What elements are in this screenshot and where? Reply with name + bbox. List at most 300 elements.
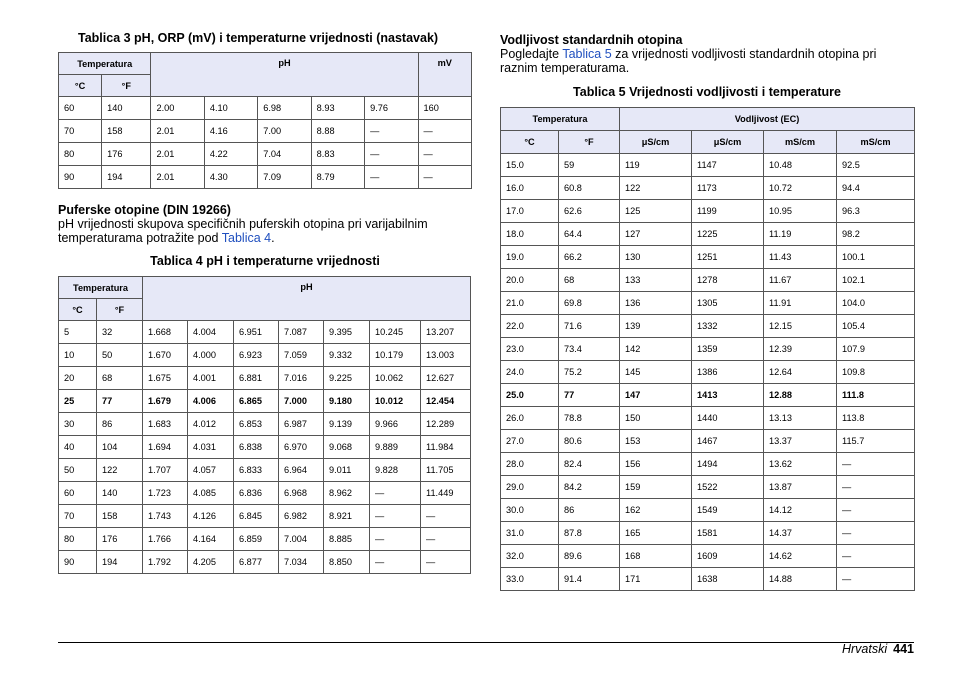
table-cell: 80.6 bbox=[559, 430, 620, 453]
table-cell: 1.694 bbox=[143, 436, 188, 459]
table-row bbox=[59, 459, 471, 482]
link-tablica-5[interactable]: Tablica 5 bbox=[562, 47, 612, 61]
table-cell: 140 bbox=[97, 482, 143, 505]
table-row bbox=[59, 436, 471, 459]
table-cell: — bbox=[370, 482, 421, 505]
table-cell: 5 bbox=[59, 321, 97, 344]
table-cell: 7.004 bbox=[279, 528, 324, 551]
table-cell: 9.966 bbox=[370, 413, 421, 436]
table-cell: 4.057 bbox=[188, 459, 234, 482]
conductivity-text-start: Pogledajte bbox=[500, 47, 563, 61]
table-cell: 11.91 bbox=[764, 292, 837, 315]
table-cell: 122 bbox=[620, 177, 692, 200]
table-cell: 69.8 bbox=[559, 292, 620, 315]
table-cell: 10.179 bbox=[370, 344, 421, 367]
table-cell: 104.0 bbox=[837, 292, 915, 315]
table3-header-ph: pH bbox=[151, 53, 418, 97]
table-cell: 78.8 bbox=[559, 407, 620, 430]
table-cell: — bbox=[418, 166, 471, 189]
table-cell: 111.8 bbox=[837, 384, 915, 407]
table-cell: 115.7 bbox=[837, 430, 915, 453]
table-cell: 9.068 bbox=[324, 436, 370, 459]
table-cell: 20.0 bbox=[501, 269, 559, 292]
buffer-text-end: . bbox=[271, 231, 275, 245]
table-cell: 14.88 bbox=[764, 568, 837, 591]
table5-header-f: °F bbox=[559, 131, 620, 154]
table-cell: 1147 bbox=[692, 154, 764, 177]
table-cell: 6.833 bbox=[234, 459, 279, 482]
table-cell: 60.8 bbox=[559, 177, 620, 200]
table-row bbox=[501, 361, 915, 384]
table-cell: 102.1 bbox=[837, 269, 915, 292]
table-cell: 13.62 bbox=[764, 453, 837, 476]
table-cell: 2.01 bbox=[151, 166, 204, 189]
page-footer bbox=[842, 642, 914, 656]
table-cell: 4.30 bbox=[204, 166, 257, 189]
table-cell: 8.88 bbox=[311, 120, 364, 143]
table3 bbox=[58, 52, 472, 189]
table5-header-ms2: mS/cm bbox=[837, 131, 915, 154]
table-cell: 9.395 bbox=[324, 321, 370, 344]
table-cell: 1467 bbox=[692, 430, 764, 453]
table-cell: 10.062 bbox=[370, 367, 421, 390]
table-cell: 6.964 bbox=[279, 459, 324, 482]
table4-header-c: °C bbox=[59, 299, 97, 321]
table-cell: — bbox=[370, 551, 421, 574]
table-cell: 133 bbox=[620, 269, 692, 292]
table-row bbox=[59, 166, 472, 189]
table-cell: 12.88 bbox=[764, 384, 837, 407]
table-cell: 82.4 bbox=[559, 453, 620, 476]
table-cell: 7.04 bbox=[258, 143, 311, 166]
table-cell: 109.8 bbox=[837, 361, 915, 384]
table-cell: 84.2 bbox=[559, 476, 620, 499]
table-cell: 25.0 bbox=[501, 384, 559, 407]
table-row bbox=[59, 143, 472, 166]
table-cell: 8.921 bbox=[324, 505, 370, 528]
table-cell: 6.982 bbox=[279, 505, 324, 528]
table-cell: 11.705 bbox=[421, 459, 471, 482]
table-cell: 1.683 bbox=[143, 413, 188, 436]
table-cell: 17.0 bbox=[501, 200, 559, 223]
table-cell: — bbox=[418, 120, 471, 143]
table-row bbox=[59, 390, 471, 413]
table-cell: 32 bbox=[97, 321, 143, 344]
table-cell: 92.5 bbox=[837, 154, 915, 177]
table-cell: 12.39 bbox=[764, 338, 837, 361]
table-cell: 15.0 bbox=[501, 154, 559, 177]
table-cell: — bbox=[837, 545, 915, 568]
table-cell: 10.012 bbox=[370, 390, 421, 413]
table-cell: 127 bbox=[620, 223, 692, 246]
table-cell: 12.627 bbox=[421, 367, 471, 390]
table-cell: 1251 bbox=[692, 246, 764, 269]
table-cell: 14.62 bbox=[764, 545, 837, 568]
table-cell: 7.000 bbox=[279, 390, 324, 413]
table-row bbox=[501, 315, 915, 338]
table5-caption: Tablica 5 Vrijednosti vodljivosti i temperature bbox=[573, 85, 841, 99]
table-cell: 4.085 bbox=[188, 482, 234, 505]
table-cell: 6.853 bbox=[234, 413, 279, 436]
table-cell: 6.836 bbox=[234, 482, 279, 505]
table-cell: 6.838 bbox=[234, 436, 279, 459]
table-cell: 194 bbox=[97, 551, 143, 574]
table-cell: 7.059 bbox=[279, 344, 324, 367]
table-cell: 21.0 bbox=[501, 292, 559, 315]
table-cell: 1173 bbox=[692, 177, 764, 200]
table-cell: 6.923 bbox=[234, 344, 279, 367]
table-cell: 10 bbox=[59, 344, 97, 367]
table-cell: 14.37 bbox=[764, 522, 837, 545]
table-cell: 136 bbox=[620, 292, 692, 315]
table-cell: 1.766 bbox=[143, 528, 188, 551]
table-cell: 91.4 bbox=[559, 568, 620, 591]
table4-header-f: °F bbox=[97, 299, 143, 321]
table-cell: 7.016 bbox=[279, 367, 324, 390]
table-cell: 1359 bbox=[692, 338, 764, 361]
table-cell: 1199 bbox=[692, 200, 764, 223]
table-cell: 10.72 bbox=[764, 177, 837, 200]
table-cell: 1.792 bbox=[143, 551, 188, 574]
table5-header-us1: μS/cm bbox=[620, 131, 692, 154]
table-cell: 6.98 bbox=[258, 97, 311, 120]
table-cell: 142 bbox=[620, 338, 692, 361]
table-row bbox=[501, 246, 915, 269]
table-cell: 7.00 bbox=[258, 120, 311, 143]
table-cell: 87.8 bbox=[559, 522, 620, 545]
table-cell: 33.0 bbox=[501, 568, 559, 591]
table-row bbox=[501, 453, 915, 476]
conductivity-text bbox=[500, 47, 914, 75]
table-cell: 16.0 bbox=[501, 177, 559, 200]
table-cell: 6.865 bbox=[234, 390, 279, 413]
table-cell: 9.332 bbox=[324, 344, 370, 367]
table-cell: 20 bbox=[59, 367, 97, 390]
table-cell: 8.885 bbox=[324, 528, 370, 551]
table-cell: — bbox=[837, 522, 915, 545]
table-row bbox=[501, 223, 915, 246]
table-cell: 1.675 bbox=[143, 367, 188, 390]
table-cell: 104 bbox=[97, 436, 143, 459]
table-cell: — bbox=[418, 143, 471, 166]
table4-caption: Tablica 4 pH i temperaturne vrijednosti bbox=[150, 254, 380, 268]
table-row bbox=[501, 499, 915, 522]
table-cell: 156 bbox=[620, 453, 692, 476]
buffer-text bbox=[58, 217, 472, 245]
table-row bbox=[59, 97, 472, 120]
table3-header-mv: mV bbox=[418, 53, 471, 97]
table-row bbox=[501, 200, 915, 223]
table-cell: 11.984 bbox=[421, 436, 471, 459]
table-cell: 153 bbox=[620, 430, 692, 453]
table-cell: 31.0 bbox=[501, 522, 559, 545]
table-cell: 29.0 bbox=[501, 476, 559, 499]
table-row bbox=[59, 528, 471, 551]
table4-header-ph: pH bbox=[143, 277, 471, 321]
table-cell: 125 bbox=[620, 200, 692, 223]
table-cell: 7.034 bbox=[279, 551, 324, 574]
table-cell: 50 bbox=[59, 459, 97, 482]
table-cell: 7.087 bbox=[279, 321, 324, 344]
table-cell: 9.828 bbox=[370, 459, 421, 482]
table-cell: 77 bbox=[559, 384, 620, 407]
table-cell: 73.4 bbox=[559, 338, 620, 361]
table-cell: 6.951 bbox=[234, 321, 279, 344]
table-cell: 12.289 bbox=[421, 413, 471, 436]
table-cell: 4.16 bbox=[204, 120, 257, 143]
table-cell: 1413 bbox=[692, 384, 764, 407]
table-cell: 1.679 bbox=[143, 390, 188, 413]
table-cell: 14.12 bbox=[764, 499, 837, 522]
table-cell: 13.003 bbox=[421, 344, 471, 367]
table-cell: — bbox=[421, 551, 471, 574]
table-cell: 4.006 bbox=[188, 390, 234, 413]
table-cell: 9.139 bbox=[324, 413, 370, 436]
table-cell: — bbox=[365, 166, 418, 189]
conductivity-text-line1: za vrijednosti vodljivosti standardnih otopina pri bbox=[611, 47, 877, 61]
table-row bbox=[501, 545, 915, 568]
conductivity-text-line2: raznim temperaturama. bbox=[500, 61, 630, 75]
table-cell: — bbox=[365, 120, 418, 143]
table-cell: 6.968 bbox=[279, 482, 324, 505]
table-row bbox=[501, 430, 915, 453]
table-cell: 4.10 bbox=[204, 97, 257, 120]
footer-language: Hrvatski bbox=[841, 642, 888, 656]
table-cell: 158 bbox=[102, 120, 151, 143]
table-cell: 158 bbox=[97, 505, 143, 528]
table-cell: 96.3 bbox=[837, 200, 915, 223]
table-cell: 6.845 bbox=[234, 505, 279, 528]
footer-divider bbox=[58, 642, 914, 643]
table-cell: — bbox=[837, 453, 915, 476]
table-cell: 8.93 bbox=[311, 97, 364, 120]
table-cell: 147 bbox=[620, 384, 692, 407]
table-cell: 176 bbox=[102, 143, 151, 166]
table-cell: 9.180 bbox=[324, 390, 370, 413]
table-cell: 86 bbox=[559, 499, 620, 522]
table-cell: 77 bbox=[97, 390, 143, 413]
table-cell: 98.2 bbox=[837, 223, 915, 246]
table-cell: 11.19 bbox=[764, 223, 837, 246]
table-cell: 90 bbox=[59, 166, 102, 189]
table-cell: 11.67 bbox=[764, 269, 837, 292]
table-cell: 119 bbox=[620, 154, 692, 177]
table-cell: 24.0 bbox=[501, 361, 559, 384]
table-cell: 13.13 bbox=[764, 407, 837, 430]
table-cell: 70 bbox=[59, 505, 97, 528]
table-cell: 6.877 bbox=[234, 551, 279, 574]
table-cell: 66.2 bbox=[559, 246, 620, 269]
table-cell: 105.4 bbox=[837, 315, 915, 338]
table3-header-f: °F bbox=[102, 75, 151, 97]
table-cell: — bbox=[421, 505, 471, 528]
page-number: 441 bbox=[893, 642, 914, 656]
table-cell: 68 bbox=[559, 269, 620, 292]
table-cell: 4.031 bbox=[188, 436, 234, 459]
table-cell: 160 bbox=[418, 97, 471, 120]
table3-header-c: °C bbox=[59, 75, 102, 97]
table-cell: 194 bbox=[102, 166, 151, 189]
table-cell: 64.4 bbox=[559, 223, 620, 246]
table-cell: 94.4 bbox=[837, 177, 915, 200]
table-cell: 12.64 bbox=[764, 361, 837, 384]
table-cell: 9.225 bbox=[324, 367, 370, 390]
table-cell: 30 bbox=[59, 413, 97, 436]
table-cell: 13.87 bbox=[764, 476, 837, 499]
table-cell: 1225 bbox=[692, 223, 764, 246]
table-cell: 60 bbox=[59, 482, 97, 505]
table-cell: 70 bbox=[59, 120, 102, 143]
table-cell: 12.454 bbox=[421, 390, 471, 413]
table-cell: 86 bbox=[97, 413, 143, 436]
table-cell: 11.449 bbox=[421, 482, 471, 505]
table-row bbox=[501, 568, 915, 591]
table-cell: 32.0 bbox=[501, 545, 559, 568]
table-cell: 22.0 bbox=[501, 315, 559, 338]
table-row bbox=[501, 338, 915, 361]
table-cell: 10.95 bbox=[764, 200, 837, 223]
table4 bbox=[58, 276, 471, 574]
table-row bbox=[501, 384, 915, 407]
table-cell: 4.164 bbox=[188, 528, 234, 551]
table-cell: 1332 bbox=[692, 315, 764, 338]
table-row bbox=[59, 505, 471, 528]
table-cell: 26.0 bbox=[501, 407, 559, 430]
table-cell: — bbox=[370, 528, 421, 551]
table-cell: 89.6 bbox=[559, 545, 620, 568]
conductivity-heading: Vodljivost standardnih otopina bbox=[500, 33, 683, 47]
table-cell: 130 bbox=[620, 246, 692, 269]
table4-body bbox=[59, 321, 471, 574]
table-row bbox=[59, 344, 471, 367]
table-cell: 4.205 bbox=[188, 551, 234, 574]
table-cell: 19.0 bbox=[501, 246, 559, 269]
left-column bbox=[58, 30, 472, 574]
table-cell: 7.09 bbox=[258, 166, 311, 189]
table5 bbox=[500, 107, 915, 591]
table-cell: 113.8 bbox=[837, 407, 915, 430]
table-cell: 9.76 bbox=[365, 97, 418, 120]
table-cell: 1278 bbox=[692, 269, 764, 292]
table-cell: 165 bbox=[620, 522, 692, 545]
table-cell: 25 bbox=[59, 390, 97, 413]
table-cell: 1305 bbox=[692, 292, 764, 315]
table-cell: — bbox=[421, 528, 471, 551]
table-row bbox=[59, 413, 471, 436]
table-row bbox=[501, 292, 915, 315]
table-cell: 80 bbox=[59, 528, 97, 551]
table-cell: 9.011 bbox=[324, 459, 370, 482]
table-cell: — bbox=[370, 505, 421, 528]
table-cell: 4.000 bbox=[188, 344, 234, 367]
table-row bbox=[501, 522, 915, 545]
table3-caption: Tablica 3 pH, ORP (mV) i temperaturne vrijednosti (nastavak) bbox=[78, 31, 439, 45]
table5-header-c: °C bbox=[501, 131, 559, 154]
table-cell: 4.126 bbox=[188, 505, 234, 528]
table-cell: 23.0 bbox=[501, 338, 559, 361]
table-cell: 2.01 bbox=[151, 143, 204, 166]
table-cell: 75.2 bbox=[559, 361, 620, 384]
table5-header-ms1: mS/cm bbox=[764, 131, 837, 154]
table-cell: 71.6 bbox=[559, 315, 620, 338]
table-cell: 6.987 bbox=[279, 413, 324, 436]
buffer-text-line1: pH vrijednosti skupova specifičnih puferskih otopina pri varijabilnim bbox=[58, 217, 428, 231]
table-cell: 18.0 bbox=[501, 223, 559, 246]
table-row bbox=[59, 367, 471, 390]
table-row bbox=[501, 177, 915, 200]
table-row bbox=[501, 269, 915, 292]
table-cell: 168 bbox=[620, 545, 692, 568]
table-cell: 1581 bbox=[692, 522, 764, 545]
buffer-text-line2: temperaturama potražite pod bbox=[58, 231, 222, 245]
table-cell: — bbox=[837, 568, 915, 591]
table-cell: 13.37 bbox=[764, 430, 837, 453]
table-cell: 1638 bbox=[692, 568, 764, 591]
table-cell: 8.850 bbox=[324, 551, 370, 574]
table-cell: 4.22 bbox=[204, 143, 257, 166]
table-cell: 1609 bbox=[692, 545, 764, 568]
table5-header-temperature: Temperatura bbox=[501, 108, 620, 131]
table-cell: 140 bbox=[102, 97, 151, 120]
table-cell: — bbox=[365, 143, 418, 166]
table-cell: 1.707 bbox=[143, 459, 188, 482]
table-cell: 162 bbox=[620, 499, 692, 522]
table-cell: 8.962 bbox=[324, 482, 370, 505]
table-row bbox=[501, 476, 915, 499]
table-row bbox=[501, 407, 915, 430]
table-cell: 28.0 bbox=[501, 453, 559, 476]
table-cell: 122 bbox=[97, 459, 143, 482]
table-cell: 27.0 bbox=[501, 430, 559, 453]
table5-body bbox=[501, 154, 915, 591]
table-cell: 10.48 bbox=[764, 154, 837, 177]
table-cell: 1494 bbox=[692, 453, 764, 476]
table4-header-temperature: Temperatura bbox=[59, 277, 143, 299]
table3-body bbox=[59, 97, 472, 189]
table-cell: 1.723 bbox=[143, 482, 188, 505]
table-cell: 1440 bbox=[692, 407, 764, 430]
table-row bbox=[59, 120, 472, 143]
table5-header-us2: μS/cm bbox=[692, 131, 764, 154]
table-cell: 4.001 bbox=[188, 367, 234, 390]
table-cell: 6.881 bbox=[234, 367, 279, 390]
link-tablica-4[interactable]: Tablica 4 bbox=[221, 231, 272, 245]
table-cell: 40 bbox=[59, 436, 97, 459]
table-cell: 159 bbox=[620, 476, 692, 499]
table-cell: 6.859 bbox=[234, 528, 279, 551]
buffer-heading: Puferske otopine (DIN 19266) bbox=[58, 203, 231, 217]
right-column bbox=[500, 30, 914, 591]
table-cell: 90 bbox=[59, 551, 97, 574]
table-cell: 13.207 bbox=[421, 321, 471, 344]
table-cell: 1.743 bbox=[143, 505, 188, 528]
table-cell: 9.889 bbox=[370, 436, 421, 459]
table-cell: 139 bbox=[620, 315, 692, 338]
table3-header-temperature: Temperatura bbox=[59, 53, 151, 75]
table-cell: 145 bbox=[620, 361, 692, 384]
table-row bbox=[59, 551, 471, 574]
table5-header-ec: Vodljivost (EC) bbox=[620, 108, 915, 131]
table-cell: 4.004 bbox=[188, 321, 234, 344]
table-cell: 6.970 bbox=[279, 436, 324, 459]
table-cell: — bbox=[837, 476, 915, 499]
table-cell: 107.9 bbox=[837, 338, 915, 361]
table-row bbox=[501, 154, 915, 177]
table-cell: 100.1 bbox=[837, 246, 915, 269]
table-cell: 50 bbox=[97, 344, 143, 367]
table-cell: 62.6 bbox=[559, 200, 620, 223]
table-cell: 176 bbox=[97, 528, 143, 551]
